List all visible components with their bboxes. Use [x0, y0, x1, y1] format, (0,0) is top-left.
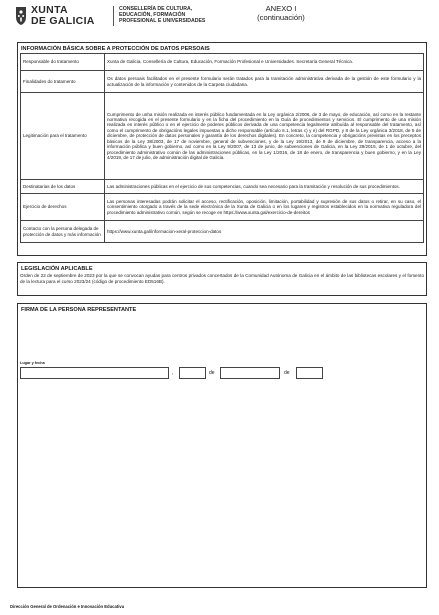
comma-separator: , — [172, 370, 174, 376]
row-value: Os datos persoais facilitados en el presente formulario serán tratados para la tramitación administrativa derivada de la gestión de este formulario y la actualización de la información y contenidos de la Carpeta ciudadana. — [105, 71, 424, 93]
footer-text: Dirección General de Ordenación e Innovación Educativa — [10, 604, 125, 609]
legislation-text: Orden de 22 de septiembre de 2023 por la que se convocan ayudas para centros privados concertados de la Comunidad Autónoma de Galicia en el ámbito de las bibliotecas escolares y el fomento de la lectura para el curso 2023/24 (código de procedimiento ED516B). — [20, 273, 424, 284]
logo-text — [31, 5, 95, 26]
section-title: FIRMA DE LA PERSONA REPRESENTANTE — [21, 307, 137, 313]
annex-subtitle: (continuación) — [257, 13, 305, 22]
section-title: INFORMACIÓN BÁSICA SOBRE A PROTECCIÓN DE DATOS PERSOAIS — [21, 46, 210, 52]
row-label: Contacto con la persona delegada de protección de datos y más información — [21, 221, 105, 243]
row-value: https://www.xunta.gal/informacion-xeral-proteccion-datos — [105, 221, 424, 243]
row-label: Ejercicio de derechos — [21, 194, 105, 221]
ministry-line: EDUCACIÓN, FORMACIÓN — [119, 12, 186, 18]
annex-title: ANEXO I — [265, 4, 297, 13]
row-label: Finalidades do tratamento — [21, 71, 105, 93]
logo-line-2: DE GALICIA — [31, 14, 95, 27]
place-date-label: Lugar y fecha — [20, 361, 45, 365]
section-title: LEGISLACIÓN APLICABLE — [21, 266, 93, 272]
table-row — [21, 54, 424, 71]
logo-separator — [113, 6, 114, 26]
year-field[interactable] — [296, 367, 323, 379]
day-field[interactable] — [179, 367, 206, 379]
ministry-line: PROFESIONAL E UNIVERSIDADES — [119, 18, 206, 24]
table-row — [21, 71, 424, 93]
row-label: Responsable do tratamento — [21, 54, 105, 71]
table-row — [21, 93, 424, 180]
table-row — [21, 194, 424, 221]
annex-heading — [246, 4, 316, 22]
de-separator-1: de — [209, 370, 215, 376]
data-protection-table — [20, 53, 424, 243]
page-header — [14, 4, 434, 30]
row-label: Destinatarias de los datos — [21, 180, 105, 194]
table-row — [21, 180, 424, 194]
row-value: Xunta de Galicia. Consellería de Cultura, Educación, Formación Profesional e Universidades. Secretaría General Técnica. — [105, 54, 424, 71]
table-row — [21, 221, 424, 243]
de-separator-2: de — [284, 370, 290, 376]
ministry-name — [119, 6, 205, 24]
logo-line-1: XUNTA — [31, 4, 68, 16]
signature-section — [17, 303, 427, 588]
row-value: Las administraciones públicas en el ejercicio de sus competencias, cuando sea necesario para la tramitación y resolución de sus procedimientos. — [105, 180, 424, 194]
xunta-logo-icon — [14, 6, 28, 26]
month-field[interactable] — [220, 367, 280, 379]
place-field[interactable] — [20, 367, 169, 379]
row-value: Las personas interesadas podrán solicitar el acceso, rectificación, oposición, limitación, portabilidad y supresión de sus datos o retirar, en su caso, el consentimiento otorgado a través de la sede electrónica de la Xunta de Galicia o en los lugares y registros establecidos en la normativa reguladora del procedimiento administrativo común, según se recoge en https://www.xunta.gal/exercicio-de-dereitos — [105, 194, 424, 221]
ministry-line: CONSELLERÍA DE CULTURA, — [119, 6, 193, 12]
row-label: Legitimación para el tratamento — [21, 93, 105, 180]
row-value: Cumprimento de unha misión realizada en interés público fundamentada en la Ley orgánica 2/2006, de 3 de mayo, de educación, así como en la restante normativa recogida en el presente formulario y en la ficha del procedimiento en la Guía de procedimientos y servicios. El cumprimento de una misión realizada en interés público o en el ejercicio de poderes públicos derivada de una competencia legalmente atribuída al responsable del tratamento, así como el cumprimento de obrigacións legales impuestas a dicho responsable (artículo 6.1, letras c) y e) del RGPD, y 8 de la Ley orgánica 3/2018, de 5 de diciembre, de protección de datos personales y garantía de los derechos digitales). En concreto, la competencia y obrigacións previstas en los preceptos básicos de la Ley 38/2003, de 17 de noviembre, general de subvenciones, y de la Ley 19/2013, de 9 de diciembre, de transparencia, acceso a la información pública y buen gobierno, así como en la Ley 9/2007, de 13 de junio, de subvenciones de Galicia, en la Ley 39/2015, de 1 de octubre, del procedimiento administrativo común de las administraciones públicas, en la Ley 1/2016, de 18 de enero, de transparencia y buen gobierno, y en la Ley 4/2019, de 17 de julio, de administración digital de Galicia. — [105, 93, 424, 180]
